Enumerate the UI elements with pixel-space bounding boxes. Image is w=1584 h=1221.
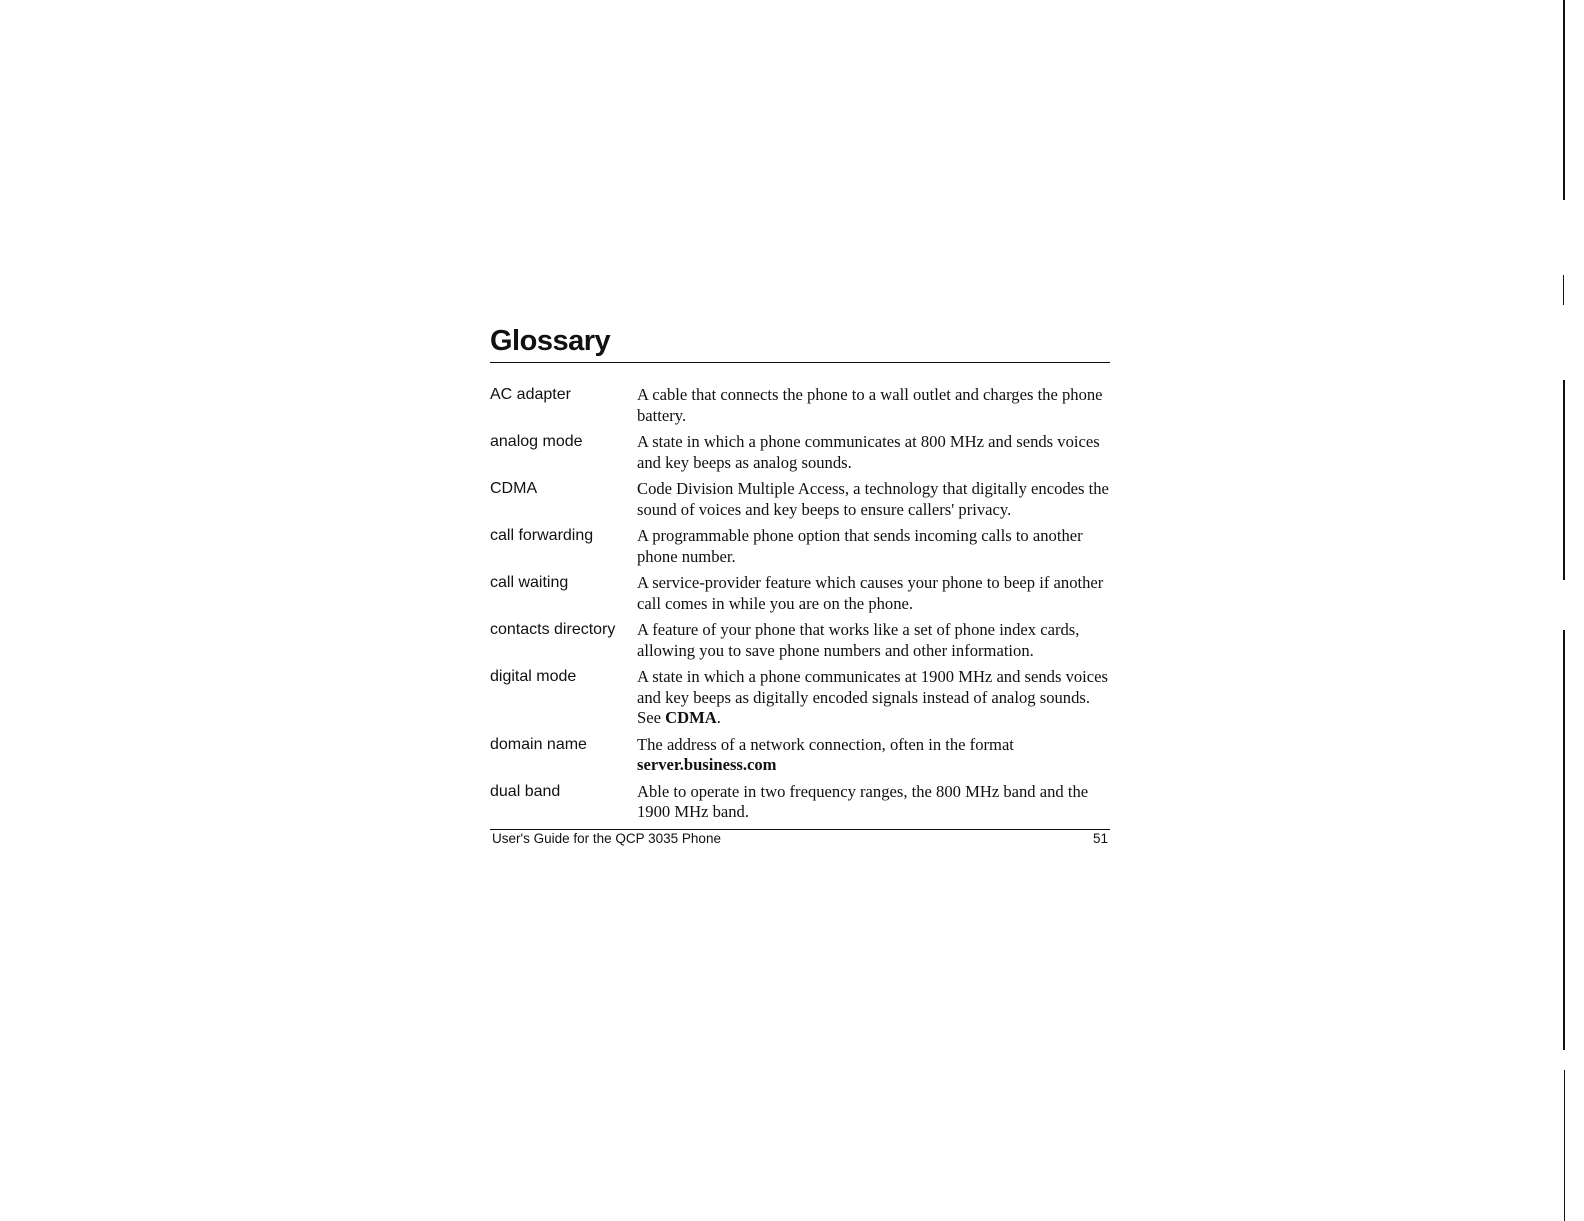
glossary-entry (490, 526, 1110, 567)
glossary-term: digital mode (490, 668, 577, 685)
scan-edge-mark (1563, 0, 1565, 200)
definition-text: A state in which a phone communicates at 1900 MHz and sends voices and key beeps as digitally encoded signals instead of analog sounds. See (637, 667, 1108, 727)
glossary-term: call forwarding (490, 527, 594, 544)
scan-edge-mark (1563, 275, 1564, 305)
glossary-entry (490, 573, 1110, 614)
glossary-term: call waiting (490, 574, 569, 591)
glossary-entry (490, 620, 1110, 661)
glossary-term: dual band (490, 782, 561, 800)
glossary-definition: A cable that connects the phone to a wall outlet and charges the phone battery. (637, 385, 1103, 425)
glossary-entry (490, 782, 1110, 823)
glossary-term: AC adapter (490, 386, 571, 403)
glossary-term: domain name (490, 735, 587, 753)
glossary-term: CDMA (490, 480, 538, 497)
glossary-entry (490, 432, 1110, 473)
footer-page-number: 51 (1092, 830, 1108, 846)
glossary-entry (490, 667, 1110, 729)
glossary-definition: Code Division Multiple Access, a technology that digitally encodes the sound of voices and key beeps to ensure callers' privacy. (637, 479, 1109, 519)
glossary-definition: A service-provider feature which causes your phone to beep if another call comes in while you are on the phone. (637, 573, 1104, 613)
glossary-definition: A state in which a phone communicates at 800 MHz and sends voices and key beeps as analog sounds. (637, 432, 1100, 472)
glossary-term: analog mode (490, 433, 583, 450)
scan-edge-mark (1564, 1070, 1565, 1221)
definition-text-end: . (716, 708, 721, 727)
footer-guide-title: User's Guide for the QCP 3035 Phone (492, 830, 721, 846)
page-title: Glossary (490, 325, 611, 357)
scan-edge-mark (1563, 380, 1565, 580)
glossary-entry (490, 385, 1110, 426)
glossary-term: contacts directory (490, 621, 616, 638)
scan-edge-mark (1563, 630, 1565, 1050)
glossary-entry (490, 735, 1110, 776)
glossary-definition: A feature of your phone that works like a set of phone index cards, allowing you to save phone numbers and other information. (637, 620, 1080, 660)
glossary-page (490, 322, 1110, 847)
page-footer (490, 830, 1110, 847)
definition-bold-reference: CDMA (665, 708, 717, 727)
glossary-definition: Able to operate in two frequency ranges, the 800 MHz band and the 1900 MHz band. (637, 781, 1089, 821)
definition-text: The address of a network connection, often in the format (637, 734, 1014, 754)
glossary-entry (490, 479, 1110, 520)
definition-bold-example: server.business.com (637, 755, 777, 774)
glossary-definition (637, 735, 1110, 776)
glossary-definition: A programmable phone option that sends incoming calls to another phone number. (637, 526, 1083, 566)
glossary-definition (637, 667, 1110, 729)
title-divider (490, 362, 1110, 363)
glossary-list (490, 385, 1110, 823)
